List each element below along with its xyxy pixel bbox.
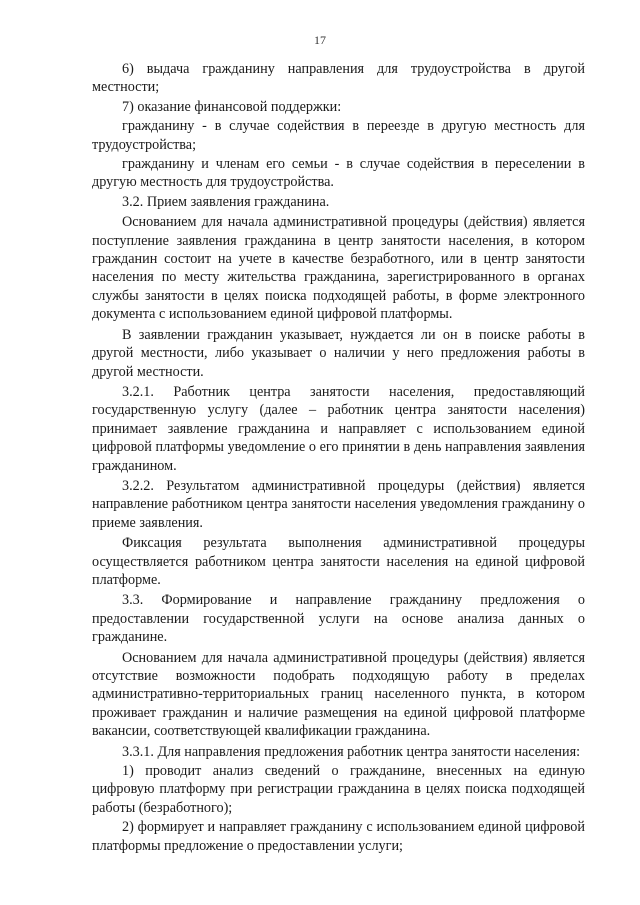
paragraph-relocation-support: гражданину - в случае содействия в переезде в другую местность для трудоустройства; bbox=[92, 118, 585, 153]
paragraph-item-6: 6) выдача гражданину направления для трудоустройства в другой местности; bbox=[92, 61, 585, 96]
paragraph-application-content: В заявлении гражданин указывает, нуждается ли он в поиске работы в другой местности, либо указывает о наличии у него предложения работы в другой местности. bbox=[92, 326, 585, 380]
page-number: 17 bbox=[314, 33, 326, 47]
paragraph-result-fixation: Фиксация результата выполнения административной процедуры осуществляется работником центра занятости населения на единой цифровой платформе. bbox=[92, 535, 585, 588]
section-3-2-heading: 3.2. Прием заявления гражданина. bbox=[122, 193, 330, 210]
section-3-3-heading: 3.3. Формирование и направление гражданину предложения о предоставлении государственной услуги на основе анализа данных о гражданине. bbox=[92, 592, 585, 646]
section-3-3-1: 3.3.1. Для направления предложения работник центра занятости населения: bbox=[122, 743, 581, 760]
list-item-send-offer: 2) формирует и направляет гражданину с использованием единой цифровой платформы предложение о предоставлении услуги; bbox=[92, 819, 585, 854]
paragraph-procedure-basis: Основанием для начала административной процедуры (действия) является поступление заявления гражданина в центр занятости населения, в котором гражданин состоит на учете в качестве безработного, или в центр занятости населения по месту жительства гражданина, зарегистрированного в органах службы занятости в целях поиска подходящей работы, в форме электронного документа с использованием единой цифровой платформы. bbox=[92, 214, 585, 323]
paragraph-offer-basis: Основанием для начала административной процедуры (действия) является отсутствие возможности подобрать подходящую работу в пределах административно-территориальных границ населенного пункта, в котором проживает гражданин и наличие размещения на единой цифровой платформе вакансии, соответствующей квалификации гражданина. bbox=[92, 649, 585, 740]
list-item-analysis: 1) проводит анализ сведений о гражданине, внесенных на единую цифровую платформу при регистрации гражданина в целях поиска подходящей работы (безработного); bbox=[92, 763, 585, 816]
document-body bbox=[92, 60, 585, 856]
paragraph-item-7: 7) оказание финансовой поддержки: bbox=[122, 98, 342, 115]
section-3-2-1: 3.2.1. Работник центра занятости населения, предоставляющий государственную услугу (далее – работник центра занятости населения) принимает заявление гражданина и направляет с использованием единой цифровой платформы уведомление о его принятии в день направления заявления гражданином. bbox=[92, 383, 585, 474]
section-3-2-2: 3.2.2. Результатом административной процедуры (действия) является направление работником центра занятости населения уведомления гражданину о приеме заявления. bbox=[92, 477, 585, 531]
paragraph-resettlement-support: гражданину и членам его семьи - в случае содействия в переселении в другую местность для трудоустройства. bbox=[92, 156, 585, 191]
